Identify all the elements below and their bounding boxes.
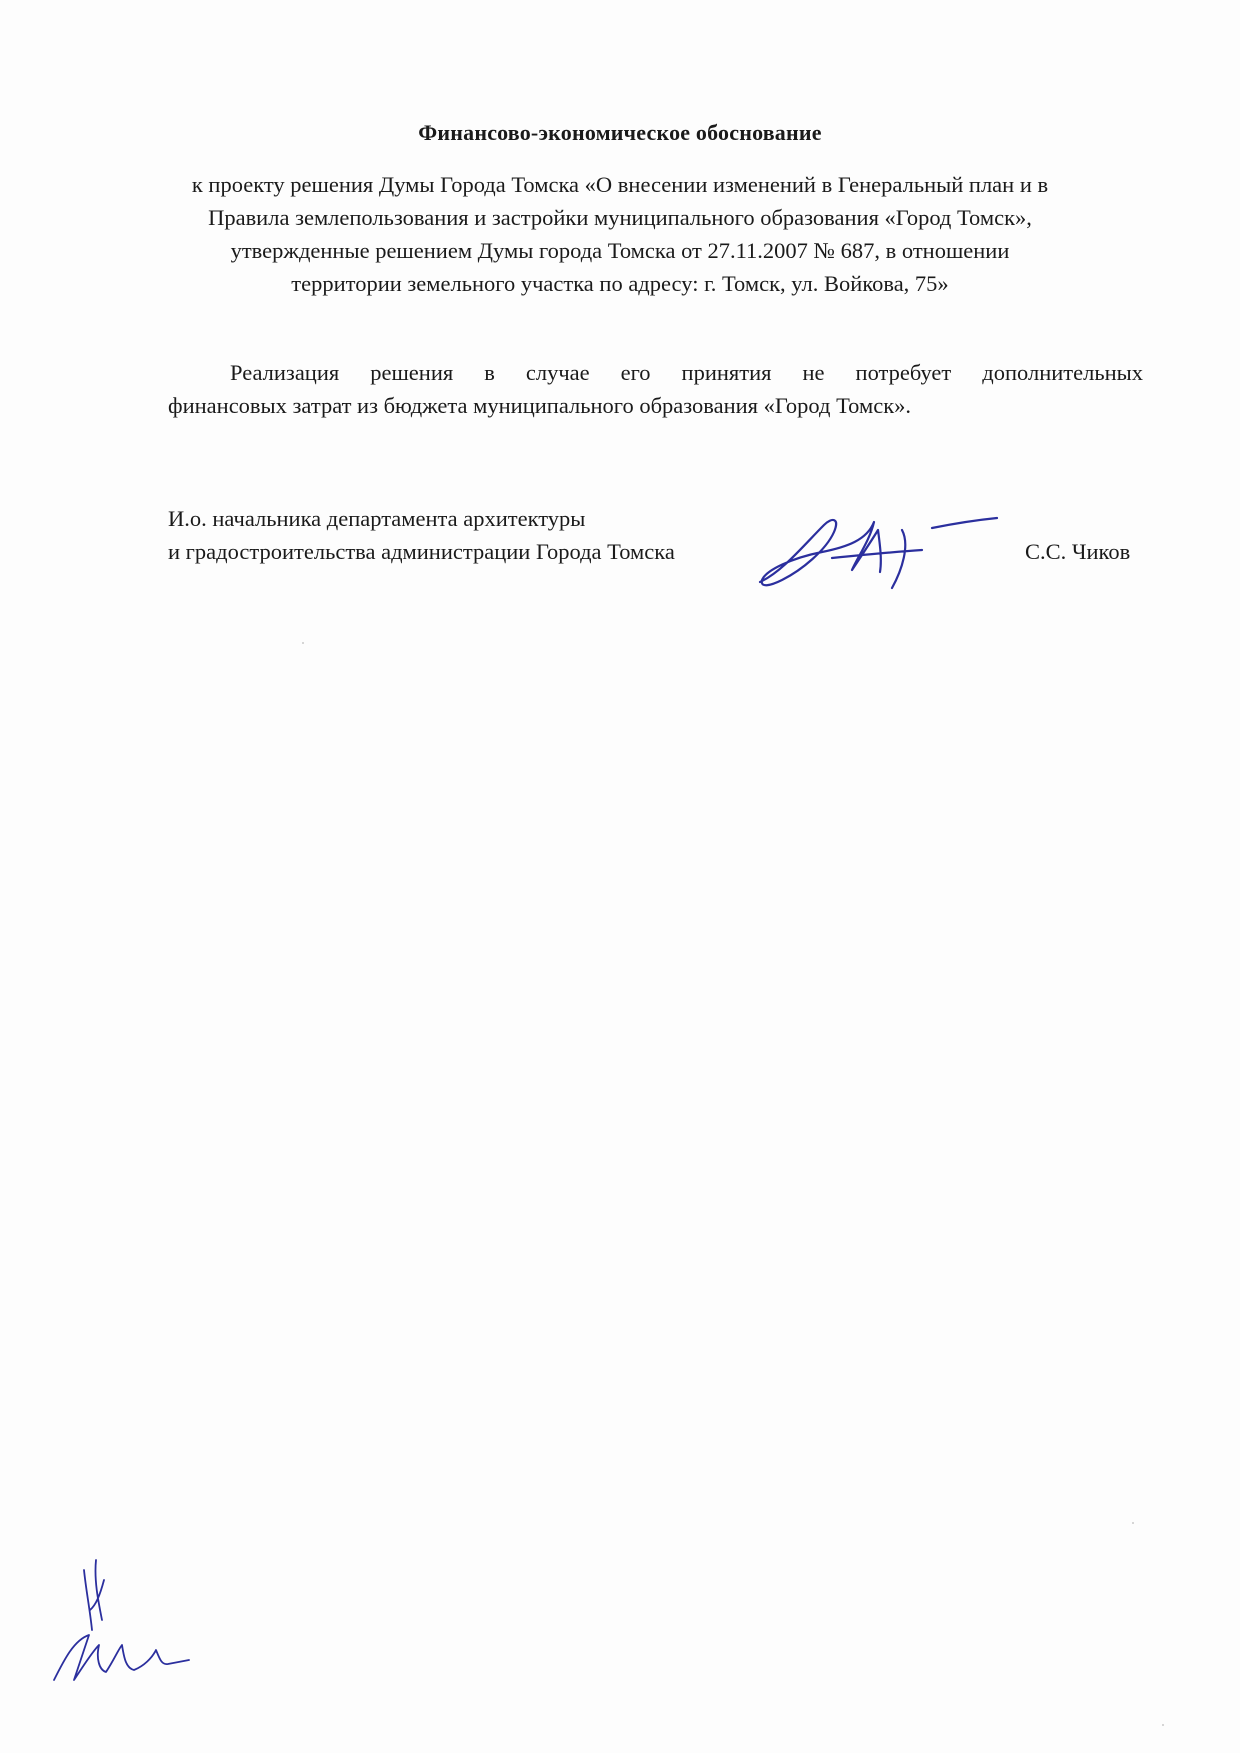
subtitle-line: Правила землепользования и застройки муниципального образования «Город Томск», — [208, 205, 1032, 230]
document-title: Финансово-экономическое обоснование — [418, 120, 822, 145]
subtitle-line: утвержденные решением Думы города Томска от 27.11.2007 № 687, в отношении — [230, 238, 1010, 263]
body-paragraph — [168, 356, 1143, 422]
body-line: финансовых затрат из бюджета муниципального образования «Город Томск». — [168, 393, 911, 418]
subtitle-line: территории земельного участка по адресу: г. Томск, ул. Войкова, 75» — [291, 271, 949, 296]
scan-speck — [302, 642, 304, 644]
signer-name: С.С. Чиков — [1025, 539, 1131, 564]
subtitle-line: к проекту решения Думы Города Томска «О внесении изменений в Генеральный план и в — [191, 172, 1049, 197]
body-line: Реализация решения в случае его принятия не потребует дополнительных — [230, 360, 1143, 385]
document-subtitle — [170, 168, 1070, 300]
position-line: и градостроительства администрации Города Томска — [168, 539, 675, 564]
position-line: И.о. начальника департамента архитектуры — [168, 506, 586, 531]
handwritten-signature — [752, 500, 1002, 595]
scan-speck — [1162, 1724, 1164, 1726]
handwritten-initials — [44, 1540, 194, 1690]
signer-position — [168, 502, 675, 568]
scan-speck — [1132, 1522, 1134, 1524]
